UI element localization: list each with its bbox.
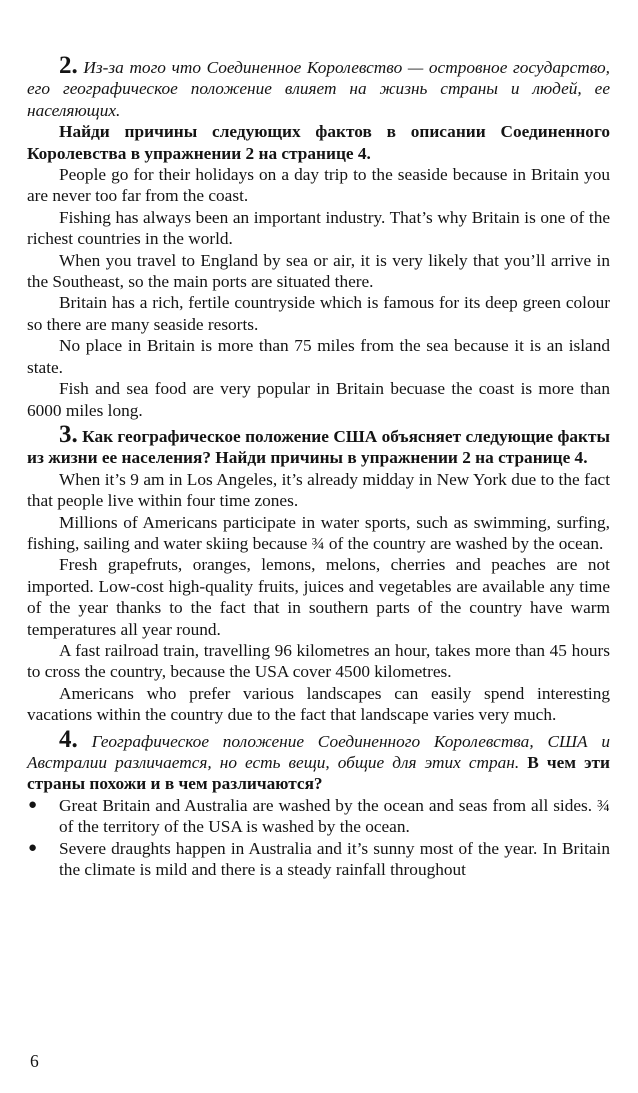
exercise-3-sentence: Americans who prefer various landscapes can easily spend interesting vacations within the country due to the fact that landscape varies very much. xyxy=(27,683,610,725)
exercise-2-intro xyxy=(27,52,610,121)
exercise-3-sentence: When it’s 9 am in Los Angeles, it’s already midday in New York due to the fact that people live within four time zones. xyxy=(27,469,610,511)
exercise-3-sentence: Millions of Americans participate in water sports, such as swimming, surfing, fishing, sailing and water skiing because ¾ of the country are washed by the ocean. xyxy=(27,512,610,553)
list-item-text: Severe draughts happen in Australia and it’s sunny most of the year. In Britain the climate is mild and there is a steady rainfall throughout xyxy=(59,838,610,880)
exercise-2-sentence: Fishing has always been an important industry. That’s why Britain is one of the richest countries in the world. xyxy=(27,207,610,249)
exercise-4-bullet-list xyxy=(27,795,610,881)
exercise-2-sentence: Fish and sea food are very popular in Britain becuase the coast is more than 6000 miles long. xyxy=(27,379,610,420)
exercise-4-intro-text: Географическое положение Соединенного Королевства, США и Австралии различается, но есть вещи, общие для этих стран. xyxy=(27,731,610,772)
exercise-2-sentence: No place in Britain is more than 75 miles from the sea because it is an island state. xyxy=(27,336,610,377)
page-number: 6 xyxy=(30,1051,39,1071)
list-item xyxy=(27,838,610,881)
exercise-3-sentence: A fast railroad train, travelling 96 kilometres an hour, takes more than 45 hours to cross the country, because the USA cover 4500 kilometres. xyxy=(27,640,610,682)
list-item-text: Great Britain and Australia are washed by the ocean and seas from all sides. ¾ of the territory of the USA is washed by the ocean. xyxy=(59,795,610,837)
list-item xyxy=(27,795,610,838)
exercise-2-sentence: When you travel to England by sea or air, it is very likely that you’ll arrive in the Southeast, so the main ports are situated there. xyxy=(27,250,610,292)
exercise-3-instruction xyxy=(27,420,610,469)
exercise-4-instruction: В чем эти страны похожи и в чем различаются? xyxy=(27,753,610,794)
exercise-2 xyxy=(27,52,610,421)
exercise-3-sentence: Fresh grapefruts, oranges, lemons, melons, cherries and peaches are not imported. Low-cost high-quality fruits, juices and vegetables are available any time of the year thanks to the fact that in southern parts of the country have warm temperatures all year round. xyxy=(27,555,610,639)
exercise-4-number: 4. xyxy=(59,725,78,753)
exercise-3 xyxy=(27,420,610,726)
exercise-4 xyxy=(27,725,610,881)
bullet-icon: ● xyxy=(28,796,38,813)
exercise-3-number: 3. xyxy=(59,420,78,448)
exercise-2-intro-text: Из-за того что Соединенное Королевство — островное государство, его географическое положение влияет на жизнь страны и людей, ее населяющих. xyxy=(27,58,610,120)
exercise-3-instruction-text: Как географическое положение США объясняет следующие факты из жизни ее населения? Найди причины в упражнении 2 на странице 4. xyxy=(27,426,610,468)
bullet-icon: ● xyxy=(28,839,38,856)
page-content xyxy=(27,52,610,880)
exercise-4-intro xyxy=(27,725,610,795)
exercise-2-number: 2. xyxy=(59,52,78,79)
exercise-2-instruction: Найди причины следующих фактов в описании Соединенного Королевства в упражнении 2 на странице 4. xyxy=(27,122,610,163)
exercise-2-sentence: Britain has a rich, fertile countryside which is famous for its deep green colour so there are many seaside resorts. xyxy=(27,293,610,334)
exercise-2-sentence: People go for their holidays on a day trip to the seaside because in Britain you are never too far from the coast. xyxy=(27,165,610,206)
